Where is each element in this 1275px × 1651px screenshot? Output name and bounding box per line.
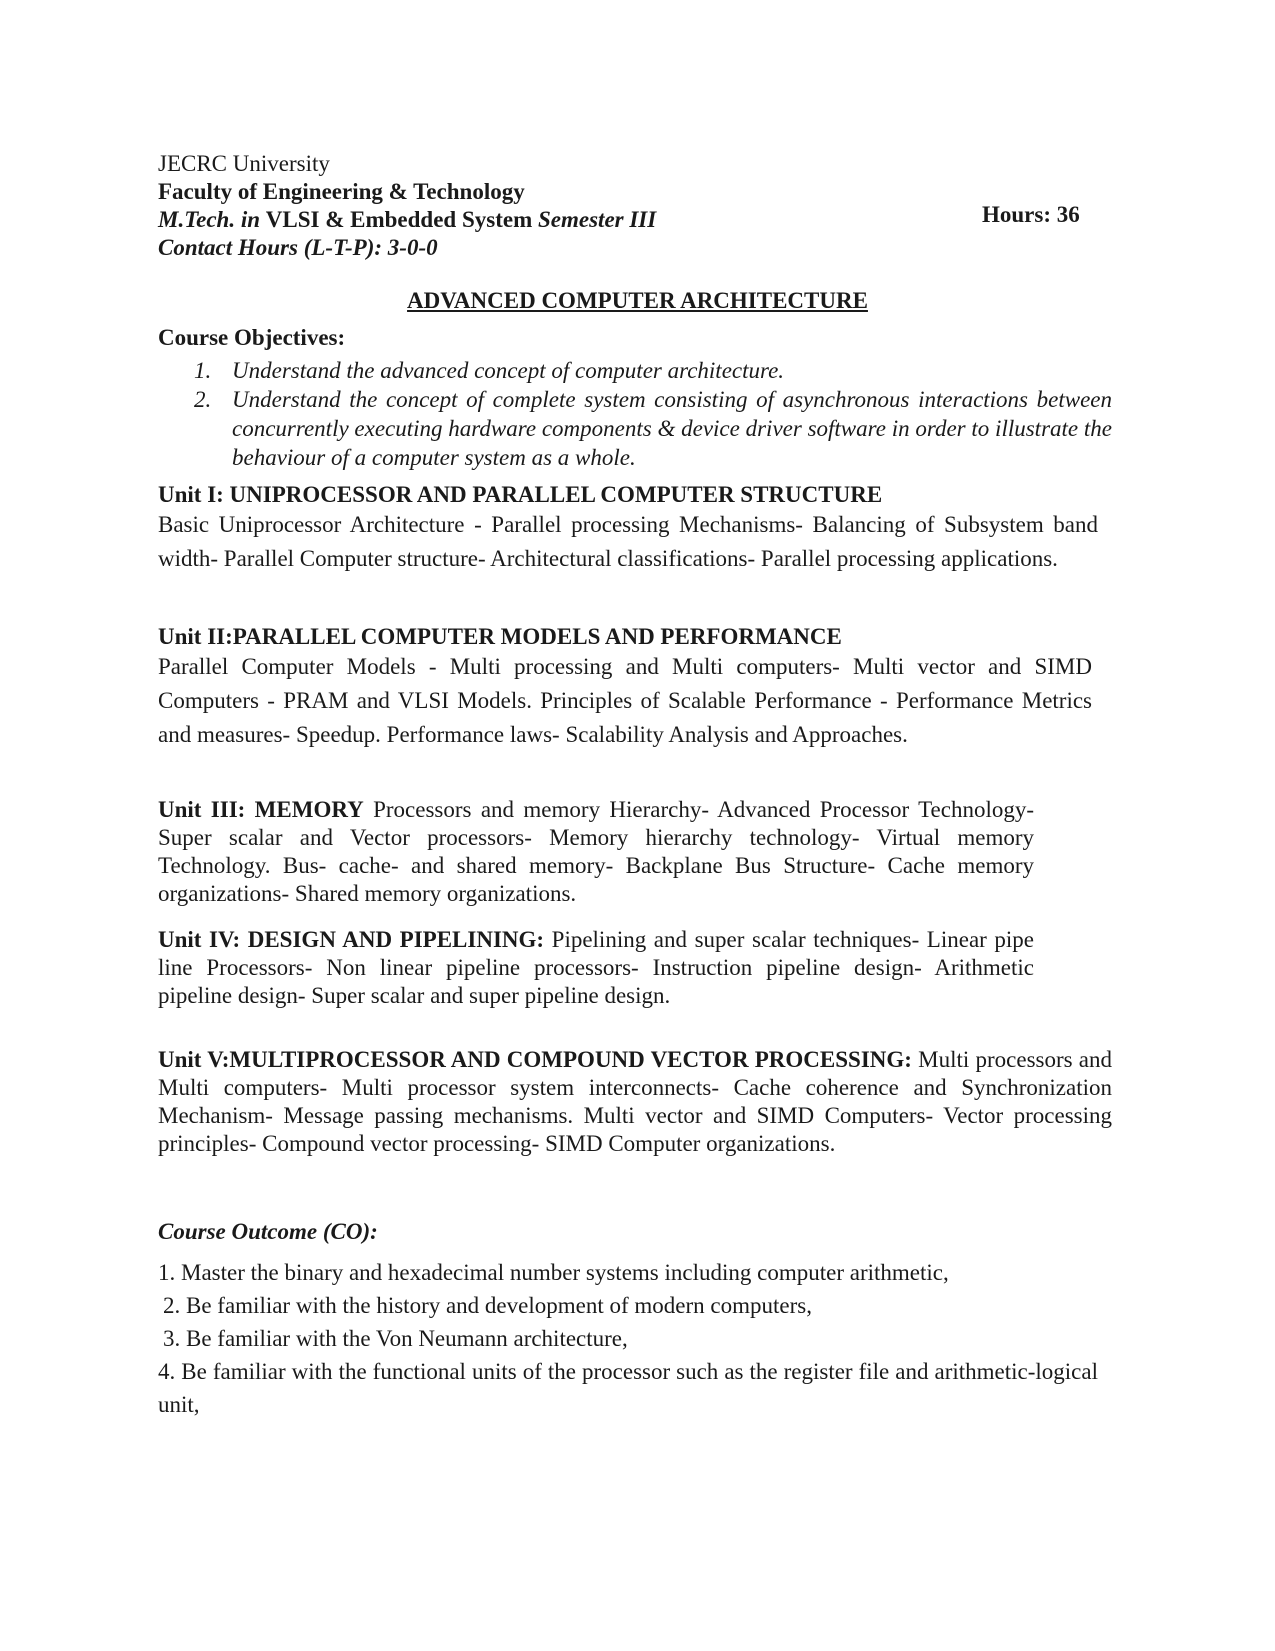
unit-3-body: Processors and memory Hierarchy- Advanced Processor Technology-Super scalar and Vector processors- Memory hierarchy technology- Virtual memory Technology. Bus- cache- and shared memory- Backplane Bus Structure- Cache memory organizations- Shared memory organizations. bbox=[158, 797, 1034, 906]
unit-4-body: Pipelining and super scalar techniques- Linear pipe line Processors- Non linear pipeline processors- Instruction pipeline design- Arithmetic pipeline design- Super scalar and super pipeline design. bbox=[158, 927, 1035, 1008]
outcomes-heading: Course Outcome (CO): bbox=[158, 1219, 378, 1244]
unit-3-heading: Unit III: MEMORY bbox=[158, 797, 364, 822]
outcome-item: 4. Be familiar with the functional units of the processor such as the register file and arithmetic-logical unit, bbox=[158, 1359, 1098, 1417]
outcome-item: 3. Be familiar with the Von Neumann architecture, bbox=[163, 1326, 628, 1351]
objective-number: 2. bbox=[194, 387, 212, 412]
unit-2-heading: Unit II:PARALLEL COMPUTER MODELS AND PERFORMANCE bbox=[158, 624, 842, 649]
contact-hours: Contact Hours (L-T-P): 3-0-0 bbox=[158, 235, 438, 260]
objective-item bbox=[194, 356, 1112, 385]
university-name: JECRC University bbox=[158, 151, 330, 176]
unit-4 bbox=[158, 926, 1034, 1010]
faculty-name: Faculty of Engineering & Technology bbox=[158, 179, 525, 204]
unit-5-heading: Unit V:MULTIPROCESSOR AND COMPOUND VECTOR PROCESSING: bbox=[158, 1047, 912, 1072]
objective-text: Understand the concept of complete system consisting of asynchronous interactions between concurrently executing hardware components & device driver software in order to illustrate the behaviour of a computer system as a whole. bbox=[232, 387, 1112, 470]
outcome-item: 2. Be familiar with the history and development of modern computers, bbox=[163, 1293, 812, 1318]
unit-1 bbox=[158, 482, 1098, 576]
unit-5 bbox=[158, 1046, 1112, 1158]
program-prefix: M.Tech. in bbox=[158, 207, 261, 232]
objectives-heading: Course Objectives: bbox=[158, 325, 346, 350]
unit-1-heading: Unit I: UNIPROCESSOR AND PARALLEL COMPUTER STRUCTURE bbox=[158, 482, 883, 507]
program-line bbox=[158, 206, 656, 234]
unit-3 bbox=[158, 796, 1034, 908]
objective-number: 1. bbox=[194, 358, 212, 383]
objective-text: Understand the advanced concept of computer architecture. bbox=[232, 358, 785, 383]
unit-1-body: Basic Uniprocessor Architecture - Parallel processing Mechanisms- Balancing of Subsystem band width- Parallel Computer structure- Architectural classifications- Parallel processing applications. bbox=[158, 512, 1098, 571]
unit-2-body: Parallel Computer Models - Multi processing and Multi computers- Multi vector and SIMD Computers - PRAM and VLSI Models. Principles of Scalable Performance - Performance Metrics and measures- Speedup. Performance laws- Scalability Analysis and Approaches. bbox=[158, 654, 1092, 747]
course-hours: Hours: 36 bbox=[982, 202, 1080, 227]
outcome-item: 1. Master the binary and hexadecimal number systems including computer arithmetic, bbox=[158, 1260, 949, 1285]
unit-5-body: Multi processors and Multi computers- Multi processor system interconnects- Cache coherence and Synchronization Mechanism- Message passing mechanisms. Multi vector and SIMD Computers- Vector processing principles- Compound vector processing- SIMD Computer organizations. bbox=[158, 1047, 1113, 1156]
objectives-list bbox=[194, 356, 1112, 472]
unit-2 bbox=[158, 624, 1092, 752]
objective-item bbox=[194, 385, 1112, 472]
program-name: VLSI & Embedded System bbox=[265, 207, 533, 232]
course-title: ADVANCED COMPUTER ARCHITECTURE bbox=[407, 288, 868, 313]
unit-4-heading: Unit IV: DESIGN AND PIPELINING: bbox=[158, 927, 545, 952]
semester: Semester III bbox=[538, 207, 657, 232]
